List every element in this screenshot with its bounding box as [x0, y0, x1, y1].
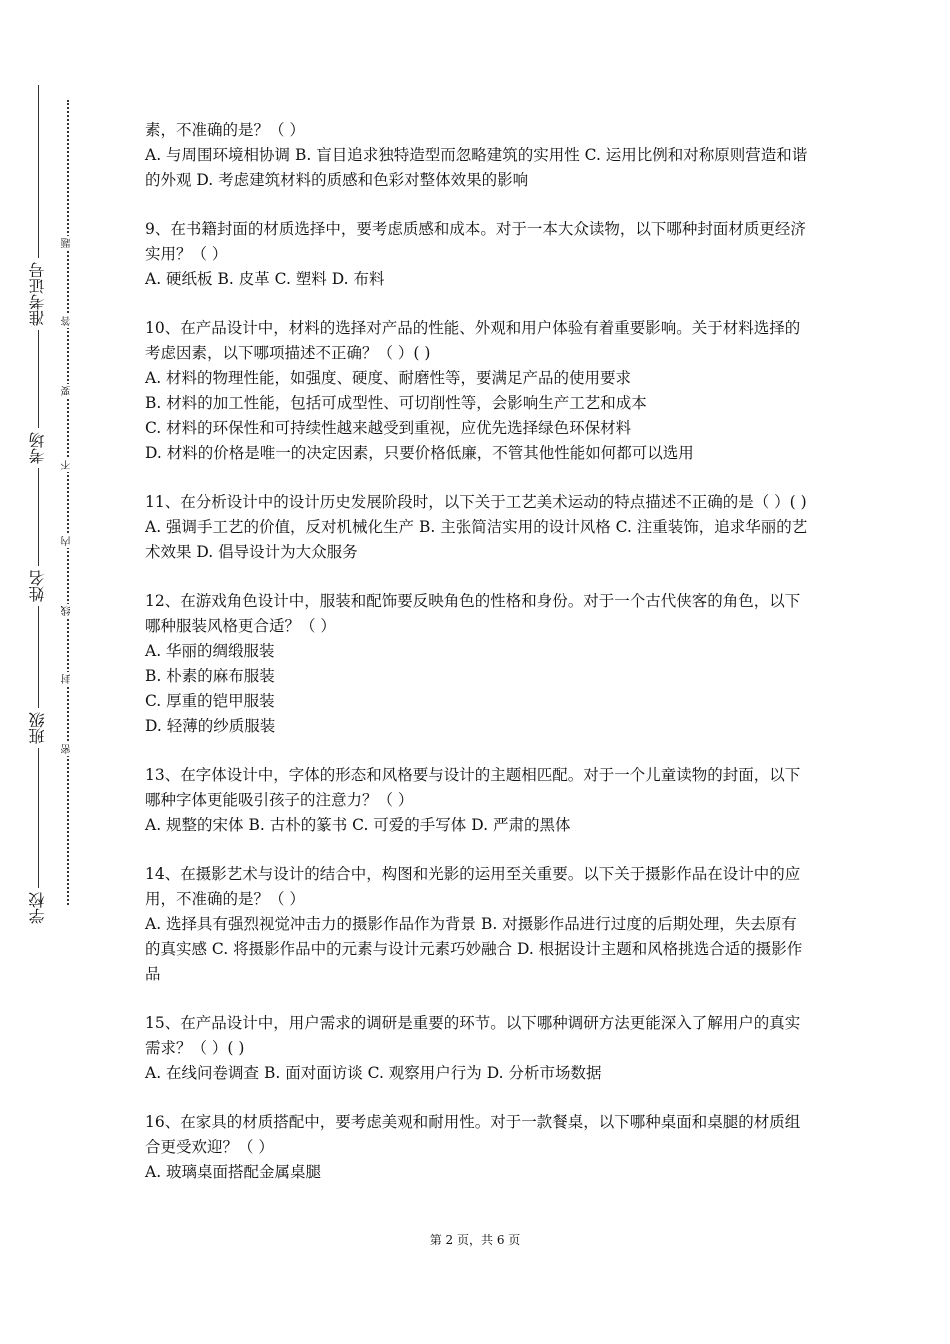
question-stem: 9、在书籍封面的材质选择中，要考虑质感和成本。对于一本大众读物，以下哪种封面材质更经济实用？（ ）: [145, 220, 806, 263]
option-a: A. 材料的物理性能，如强度、硬度、耐磨性等，要满足产品的使用要求: [145, 369, 632, 387]
option-a: A. 华丽的绸缎服装: [145, 642, 275, 660]
question-list: [145, 118, 810, 1209]
question-16: [145, 1110, 810, 1185]
binding-warning-char: 不: [60, 458, 76, 472]
question-stem: 13、在字体设计中，字体的形态和风格要与设计的主题相匹配。对于一个儿童读物的封面，以下哪种字体更能吸引孩子的注意力？（ ）: [145, 766, 801, 809]
question-options: A. 与周围环境相协调 B. 盲目追求独特造型而忽略建筑的实用性 C. 运用比例和对称原则营造和谐的外观 D. 考虑建筑材料的质感和色彩对整体效果的影响: [145, 146, 808, 189]
question-options: A. 在线问卷调查 B. 面对面访谈 C. 观察用户行为 D. 分析市场数据: [145, 1064, 602, 1082]
binding-warning-char: 密: [60, 742, 76, 756]
field-school-label: 学校: [22, 888, 54, 928]
question-14: [145, 862, 810, 987]
question-10: [145, 316, 810, 466]
question-stem: 素，不准确的是？（ ）: [145, 121, 305, 139]
field-class-label: 班级: [22, 708, 54, 748]
question-15: [145, 1011, 810, 1086]
question-stem: 12、在游戏角色设计中，服装和配饰要反映角色的性格和身份。对于一个古代侠客的角色，以下哪种服装风格更合适？（ ）: [145, 592, 801, 635]
binding-dotted-line: [67, 100, 69, 905]
option-c: C. 厚重的铠甲服装: [145, 692, 275, 710]
binding-warning-char: 答: [60, 314, 76, 328]
field-exam-room-label: 考场: [22, 428, 54, 468]
question-stem: 15、在产品设计中，用户需求的调研是重要的环节。以下哪种调研方法更能深入了解用户的真实需求？（ ）( ): [145, 1014, 801, 1057]
option-d: D. 材料的价格是唯一的决定因素，只要价格低廉，不管其他性能如何都可以选用: [145, 444, 694, 462]
field-exam-number-label: 准考证号: [22, 258, 54, 330]
question-options: A. 硬纸板 B. 皮革 C. 塑料 D. 布料: [145, 270, 385, 288]
binding-solid-line: [38, 85, 39, 925]
page-number: 第 2 页，共 6 页: [429, 1233, 521, 1247]
option-c: C. 材料的环保性和可持续性越来越受到重视，应优先选择绿色环保材料: [145, 419, 632, 437]
binding-warning-char: 线: [60, 604, 76, 618]
question-stem: 10、在产品设计中，材料的选择对产品的性能、外观和用户体验有着重要影响。关于材料选择的考虑因素，以下哪项描述不正确？（ ）( ): [145, 319, 801, 362]
question-options: A. 规整的宋体 B. 古朴的篆书 C. 可爱的手写体 D. 严肃的黑体: [145, 816, 571, 834]
option-b: B. 朴素的麻布服装: [145, 667, 275, 685]
binding-warning-char: 题: [60, 236, 76, 250]
option-d: D. 轻薄的纱质服装: [145, 717, 276, 735]
option-b: B. 材料的加工性能，包括可成型性、可切削性等，会影响生产工艺和成本: [145, 394, 647, 412]
question-options: A. 强调手工艺的价值，反对机械化生产 B. 主张简洁实用的设计风格 C. 注重装饰，追求华丽的艺术效果 D. 倡导设计为大众服务: [145, 518, 808, 561]
binding-warning-char: 内: [60, 534, 76, 548]
binding-warning-char: 封: [60, 672, 76, 686]
question-stem: 14、在摄影艺术与设计的结合中，构图和光影的运用至关重要。以下关于摄影作品在设计中的应用，不准确的是？（ ）: [145, 865, 801, 908]
option-a: A. 玻璃桌面搭配金属桌腿: [145, 1163, 322, 1181]
question-8-continued: [145, 118, 810, 193]
question-12: [145, 589, 810, 739]
question-11: [145, 490, 810, 565]
field-name-label: 姓名: [22, 566, 54, 606]
question-options: A. 选择具有强烈视觉冲击力的摄影作品作为背景 B. 对摄影作品进行过度的后期处理，失去原有的真实感 C. 将摄影作品中的元素与设计元素巧妙融合 D. 根据设计主题和风格挑选合适的摄影作品: [145, 915, 803, 983]
question-9: [145, 217, 810, 292]
question-stem: 11、在分析设计中的设计历史发展阶段时，以下关于工艺美术运动的特点描述不正确的是（ ）( ): [145, 493, 807, 511]
question-13: [145, 763, 810, 838]
binding-warning-char: 要: [60, 384, 76, 398]
question-stem: 16、在家具的材质搭配中，要考虑美观和耐用性。对于一款餐桌，以下哪种桌面和桌腿的材质组合更受欢迎？（ ）: [145, 1113, 801, 1156]
